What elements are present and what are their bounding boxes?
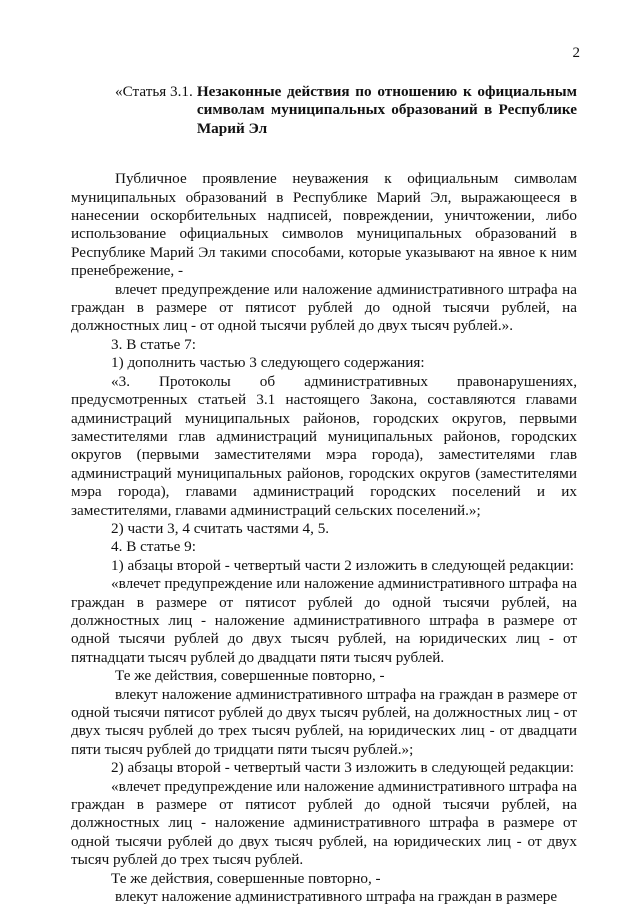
page-number: 2 xyxy=(572,45,580,61)
paragraph: 4. В статье 9: xyxy=(111,538,196,556)
article-heading xyxy=(115,83,577,138)
article-title: Незаконные действия по отношению к официальным символам муниципальных образований в Республике Марий Эл xyxy=(196,83,577,137)
paragraph: влекут наложение административного штрафа на граждан в размере xyxy=(115,888,558,906)
paragraph: 1) абзацы второй - четвертый части 2 изложить в следующей редакции: xyxy=(111,556,574,574)
paragraph: Те же действия, совершенные повторно, - xyxy=(111,869,381,887)
paragraph: «влечет предупреждение или наложение административного штрафа на граждан в размере от пятисот рублей до одной тысячи рублей, на должностных лиц - наложение административного штрафа в размере от одной тысячи рублей до двух тысяч рублей, на юридических лиц - от двух тысяч рублей до трех тысяч рублей. xyxy=(71,777,577,869)
paragraph: влекут наложение административного штрафа на граждан в размере от одной тысячи пятисот рублей до двух тысяч рублей, на должностных лиц - от двух тысяч рублей до трех тысяч рублей, на юридических лиц - от двадцати пяти тысяч рублей до тридцати пяти тысяч рублей.»; xyxy=(71,685,577,758)
paragraph: 1) дополнить частью 3 следующего содержания: xyxy=(111,354,425,372)
paragraph: 2) части 3, 4 считать частями 4, 5. xyxy=(111,519,330,537)
paragraph: Те же действия, совершенные повторно, - xyxy=(115,667,385,685)
paragraph: «влечет предупреждение или наложение административного штрафа на граждан в размере от пятисот рублей до одной тысячи рублей, на должностных лиц - наложение административного штрафа в размере от одной тысячи рублей до двух тысяч рублей, на юридических лиц - от пятнадцати тысяч рублей до двадцати пяти тысяч рублей. xyxy=(71,575,577,666)
paragraph: 2) абзацы второй - четвертый части 3 изложить в следующей редакции: xyxy=(111,759,574,777)
paragraph: 3. В статье 7: xyxy=(111,335,196,353)
article-label: «Статья 3.1. xyxy=(115,83,193,100)
paragraph: Публичное проявление неуважения к официальным символам муниципальных образований в Республике Марий Эл, выражающееся в нанесении оскорбительных надписей, повреждении, уничтожении, либо использование официальных символов муниципальных образований в Республике Марий Эл такими способами, которые указывают на явное к ним пренебрежение, - xyxy=(71,170,577,280)
paragraph: влечет предупреждение или наложение административного штрафа на граждан в размере от пятисот рублей до одной тысячи рублей, на должностных лиц - от одной тысячи рублей до двух тысяч рублей.». xyxy=(71,280,577,335)
paragraph: «3. Протоколы об административных правонарушениях, предусмотренных статьей 3.1 настоящего Закона, составляются главами администраций муниципальных районов, городских округов, первыми заместителями глав администраций муниципальных районов, городских округов (первыми заместителями мэра города), заместителями глав администраций муниципальных районов, городских округов (заместителями мэра города), главами администраций городских поселений и их заместителями, главами администраций сельских поселений.»; xyxy=(71,372,577,519)
